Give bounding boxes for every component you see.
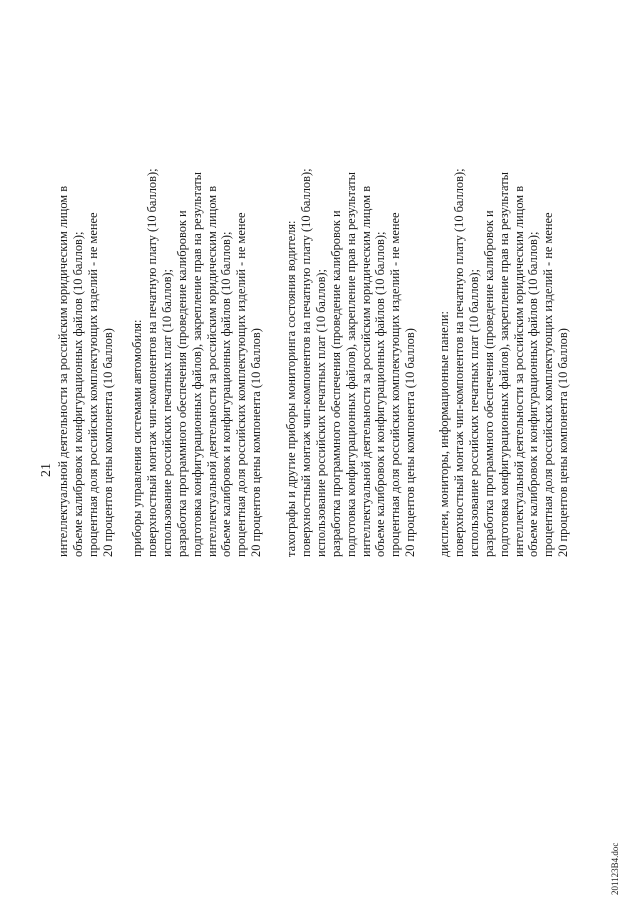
text-line: поверхностный монтаж чип-компонентов на печатную плату (10 баллов); — [144, 168, 159, 557]
text-line: дисплеи, мониторы, информационные панели: — [437, 311, 451, 557]
text-line: подготовка конфигурационных файлов), закрепление прав на результаты — [189, 172, 204, 557]
text-line: объеме калибровок и конфигурационных файлов (10 баллов); — [526, 231, 541, 557]
text-line: интеллектуальной деятельности за российским юридическим лицом в — [511, 185, 526, 557]
text-line: подготовка конфигурационных файлов), закрепление прав на результаты — [343, 172, 358, 557]
text-line: объеме калибровок и конфигурационных файлов (10 баллов); — [373, 231, 388, 557]
text-line: разработка программного обеспечения (проведение калибровок и — [328, 210, 343, 557]
text-line: процентная доля российских комплектующих изделий - не менее — [85, 212, 100, 557]
text-line: использование российских печатных плат (10 баллов); — [466, 268, 481, 557]
text-line: поверхностный монтаж чип-компонентов на печатную плату (10 баллов); — [298, 168, 313, 557]
text-block-vehicle-control-devices — [130, 17, 264, 557]
text-line: разработка программного обеспечения (проведение калибровок и — [481, 210, 496, 557]
text-block-continuation — [56, 17, 116, 557]
text-line: интеллектуальной деятельности за российским юридическим лицом в — [358, 185, 373, 557]
text-line: тахографы и другие приборы мониторинга состояния водителя: — [284, 220, 298, 557]
text-line: процентная доля российских комплектующих изделий - не менее — [388, 212, 403, 557]
text-line: 20 процентов цены компонента (10 баллов) — [249, 328, 264, 557]
text-line: разработка программного обеспечения (проведение калибровок и — [174, 210, 189, 557]
text-line: интеллектуальной деятельности за российским юридическим лицом в — [204, 185, 219, 557]
text-block-displays — [437, 17, 571, 557]
page-number: 21 — [39, 463, 54, 477]
text-line: 20 процентов цены компонента (10 баллов) — [403, 328, 418, 557]
text-line: использование российских печатных плат (10 баллов); — [159, 268, 174, 557]
text-line: подготовка конфигурационных файлов), закрепление прав на результаты — [496, 172, 511, 557]
file-name-footer: 201123B4.doc — [610, 842, 620, 895]
text-line: процентная доля российских комплектующих изделий - не менее — [234, 212, 249, 557]
text-line: приборы управления системами автомобиля: — [130, 319, 144, 557]
text-line: объеме калибровок и конфигурационных файлов (10 баллов); — [219, 231, 234, 557]
text-line: объеме калибровок и конфигурационных файлов (10 баллов); — [70, 231, 85, 557]
text-line: процентная доля российских комплектующих изделий - не менее — [541, 212, 556, 557]
text-line: поверхностный монтаж чип-компонентов на печатную плату (10 баллов); — [451, 168, 466, 557]
text-line: интеллектуальной деятельности за российским юридическим лицом в — [56, 185, 70, 557]
text-line: 20 процентов цены компонента (10 баллов) — [556, 328, 571, 557]
text-block-tachographs — [284, 17, 418, 557]
text-line: использование российских печатных плат (10 баллов); — [313, 268, 328, 557]
text-line: 20 процентов цены компонента (10 баллов) — [100, 328, 115, 557]
